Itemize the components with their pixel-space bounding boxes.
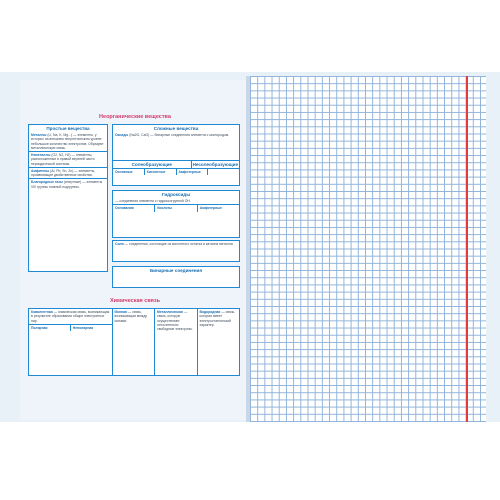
- hydrogen-text: — связь, которая имеет электростатический характер.: [199, 310, 236, 327]
- bases-label: Основания: [113, 205, 155, 211]
- metallic-text: — связь, которую осуществляют относительно свободные электроны.: [157, 310, 193, 331]
- salts-term: Соли: [115, 242, 124, 246]
- oxide-classes-box: [112, 160, 240, 186]
- covalent-text: — химическая связь, возникающая в результате образования общих электронных пар.: [31, 310, 110, 323]
- polar-label: Полярная: [29, 325, 71, 331]
- noble-gases-text: (инертные) — элементы VIII группы главной подгруппы.: [31, 180, 103, 189]
- hydroxide-types-row: [113, 204, 239, 211]
- metallic-entry: [155, 309, 198, 375]
- binary-compounds-box: [112, 266, 240, 288]
- amphoteric-entry: [29, 167, 107, 179]
- hydroxides-box: [112, 190, 240, 238]
- covalent-entry: [29, 309, 112, 324]
- noble-gases-entry: [29, 178, 107, 190]
- amphoteric-oxides-label: Амфотерные: [177, 169, 209, 175]
- acidic-oxides-label: Кислотные: [145, 169, 177, 175]
- salts-text: — соединения, состоящие из кислотного остатка и катиона металла.: [124, 242, 234, 246]
- oxide-classes-header-row: [113, 161, 239, 168]
- hydroxides-text: — соединения элемента с гидроксогруппой OH.: [115, 199, 191, 203]
- basic-oxides-label: Основные: [113, 169, 145, 175]
- covalent-term: Ковалентная: [31, 310, 53, 314]
- ionic-term: Ионная: [114, 310, 127, 314]
- chemical-bond-table: [28, 308, 240, 376]
- nonmetals-entry: [29, 151, 107, 167]
- simple-substances-title: Простые вещества: [46, 126, 90, 131]
- nonmetals-text: (O2, N2, H2) — элементы, расположенные в правой верхней части периодической системы.: [31, 153, 95, 166]
- section-title-inorganic: Неорганические вещества: [99, 114, 171, 120]
- hydroxides-title: Гидроксиды: [161, 192, 191, 197]
- oxides-text: (Na2O, CaO) — бинарные соединения элемента с кислородом.: [129, 133, 230, 137]
- ionic-entry: [113, 309, 156, 375]
- salts-entry: [113, 241, 239, 247]
- red-margin-line: [466, 76, 468, 422]
- bond-types-row: [29, 309, 239, 375]
- nonmetals-term: Неметаллы: [31, 153, 51, 157]
- covalent-subtypes-row: [29, 324, 112, 331]
- oxides-term: Оксиды: [115, 133, 129, 137]
- amphoteric-text: (Al, Pb, Sn, Zn) — элементы, проявляющие двойственные свойства.: [31, 168, 96, 177]
- binary-compounds-title: Бинарные соединения: [149, 268, 203, 273]
- empty-cell: [208, 169, 239, 175]
- nonpolar-label: Неполярная: [72, 325, 94, 330]
- noble-gases-term: Благородные газы: [31, 180, 63, 185]
- metals-term: Металлы: [31, 133, 47, 137]
- salt-forming-label: Солеобразующие: [113, 161, 192, 168]
- section-title-chemical-bond: Химическая связь: [110, 298, 160, 304]
- complex-substances-title: Сложные вещества: [153, 126, 199, 131]
- metals-entry: [29, 132, 107, 151]
- metals-text: (Li, Na, K, Mg...) — элементы, у которых на внешнем энергетическом уровне небольшое количество электронов. Образуют металлическую связь.: [31, 133, 104, 150]
- ionic-text: — связь, возникающая между ионами.: [114, 310, 147, 323]
- simple-substances-box: [28, 124, 108, 272]
- oxide-types-row: [113, 168, 239, 175]
- amphoteric-hydroxides-label: Амфотерные: [199, 206, 222, 211]
- hydrogen-entry: [198, 309, 240, 375]
- salts-box: [112, 240, 240, 262]
- grid-paper-page: [250, 76, 486, 422]
- oxides-entry: [113, 132, 239, 138]
- non-salt-forming-label: Несолеобразующие: [192, 162, 238, 167]
- metallic-term: Металлическая: [157, 310, 183, 314]
- amphoteric-term: Амфигены: [31, 168, 50, 173]
- acids-label: Кислоты: [155, 205, 197, 211]
- hydrogen-term: Водородная: [199, 310, 221, 314]
- covalent-column: [29, 309, 113, 375]
